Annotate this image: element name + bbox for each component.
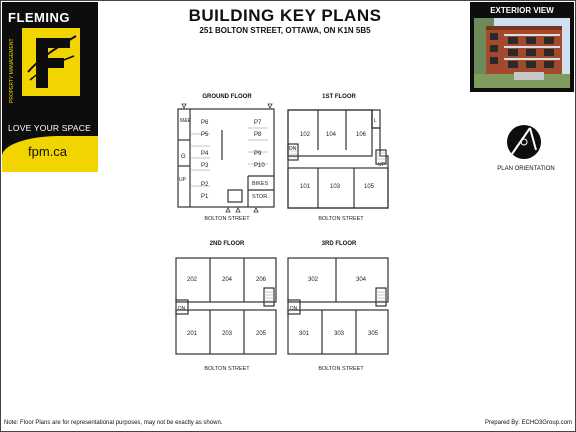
unit-label: 202 — [187, 277, 198, 283]
unit-label: 305 — [368, 331, 379, 337]
second-floor-plan — [172, 252, 284, 362]
logo-brand-name: FLEMING — [8, 10, 70, 25]
parking-label: P6 — [201, 120, 209, 126]
parking-label: P5 — [201, 132, 209, 138]
fleming-logo — [2, 2, 98, 172]
compass-icon — [506, 124, 542, 160]
building-photo — [474, 18, 570, 88]
unit-label: 201 — [187, 331, 198, 337]
unit-label: 301 — [299, 331, 310, 337]
stair-label: DN — [290, 306, 298, 312]
parking-label: P1 — [201, 194, 209, 200]
ground-floor-street: BOLTON STREET — [204, 216, 250, 222]
parking-label: P3 — [201, 163, 209, 169]
room-label: BIKES — [252, 181, 269, 187]
footer-credit: Prepared By: ECHO3Group.com — [484, 420, 572, 426]
first-floor-street: BOLTON STREET — [318, 216, 364, 222]
unit-label: 203 — [222, 331, 233, 337]
unit-label: 101 — [300, 184, 311, 190]
parking-label: P2 — [201, 182, 209, 188]
entrance-arrow-icon — [268, 104, 272, 108]
page-title: BUILDING KEY PLANS — [188, 6, 382, 25]
parking-label: P9 — [254, 151, 262, 157]
ground-floor-plan — [170, 100, 282, 214]
logo-vertical-text: PROPERTY MANAGEMENT — [9, 38, 15, 104]
room-label: G — [181, 154, 186, 160]
room-label: STOR. — [252, 194, 269, 200]
unit-label: 102 — [300, 132, 311, 138]
footer-disclaimer: Note: Floor Plans are for representational purposes, may not be exactly as shown. — [4, 420, 223, 426]
entrance-arrow-icon — [226, 208, 230, 212]
entrance-arrow-icon — [236, 208, 240, 212]
third-floor-plan — [284, 252, 396, 362]
logo-url: fpm.ca — [28, 144, 68, 159]
stair-label: DN — [178, 306, 186, 312]
parking-label: P8 — [254, 132, 262, 138]
unit-label: 205 — [256, 331, 267, 337]
logo-f-mark — [22, 28, 80, 96]
stair-label: DN — [289, 146, 297, 152]
unit-label: 302 — [308, 277, 319, 283]
room-label: M&E — [180, 118, 191, 124]
ground-floor-title: GROUND FLOOR — [202, 94, 252, 100]
stair-label: UP — [378, 162, 385, 168]
room-label: L — [374, 118, 377, 124]
unit-label: 304 — [356, 277, 367, 283]
third-floor-title: 3RD FLOOR — [321, 241, 357, 247]
second-floor-title: 2ND FLOOR — [209, 241, 245, 247]
stair-label: UP — [179, 177, 186, 183]
entrance-arrow-icon — [254, 208, 258, 212]
unit-label: 204 — [222, 277, 233, 283]
unit-label: 106 — [356, 132, 367, 138]
parking-label: P10 — [254, 163, 265, 169]
entrance-arrow-icon — [182, 104, 186, 108]
first-floor-plan — [284, 104, 396, 212]
parking-label: P7 — [254, 120, 262, 126]
logo-url-band — [2, 136, 98, 172]
third-floor-street: BOLTON STREET — [318, 366, 364, 372]
plan-orientation-label: PLAN ORIENTATION — [497, 166, 555, 172]
unit-label: 103 — [330, 184, 341, 190]
parking-label: P4 — [201, 151, 209, 157]
f-monogram-icon — [22, 28, 80, 96]
unit-label: 105 — [364, 184, 375, 190]
exterior-view-label: EXTERIOR VIEW — [490, 6, 554, 15]
unit-label: 104 — [326, 132, 337, 138]
page-address: 251 BOLTON STREET, OTTAWA, ON K1N 5B5 — [199, 26, 371, 35]
exterior-view-panel — [470, 2, 574, 92]
second-floor-street: BOLTON STREET — [204, 366, 250, 372]
unit-label: 206 — [256, 277, 267, 283]
logo-tagline: LOVE YOUR SPACE — [8, 123, 91, 133]
unit-label: 303 — [334, 331, 345, 337]
first-floor-title: 1ST FLOOR — [322, 94, 356, 100]
